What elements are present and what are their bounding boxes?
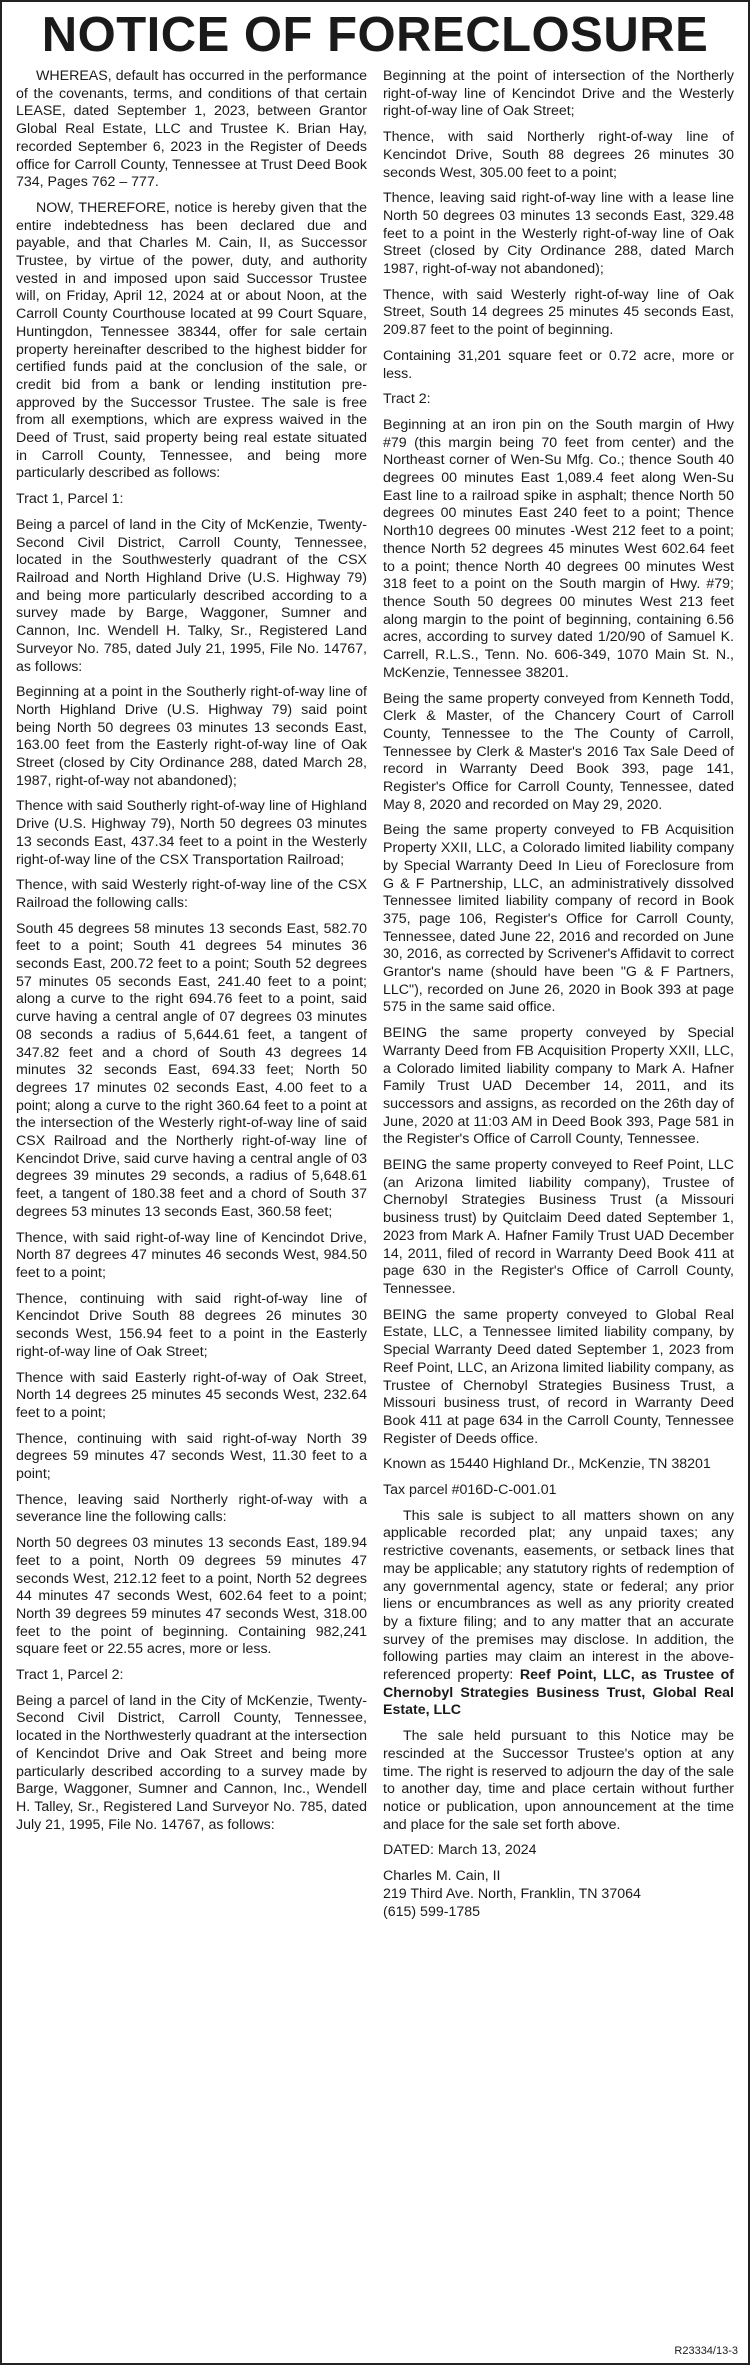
property-address: Known as 15440 Highland Dr., McKenzie, TN 38201 [383,1456,711,1473]
page-title: NOTICE OF FORECLOSURE [41,8,709,62]
interested-parties: Reef Point, LLC, as Trustee of Chernobyl Strategies Business Trust, Global Real Estate, LLC [383,1667,734,1719]
tax-parcel: Tax parcel #016D-C-001.01 [383,1482,557,1499]
signer-phone: (615) 599-1785 [383,1903,481,1920]
signer-address: 219 Third Ave. North, Franklin, TN 37064 [383,1885,641,1902]
columns [16,68,734,1921]
paragraph-whereas: WHEREAS, default has occurred in the performance of the covenants, terms, and conditions of that certain LEASE, dated September 1, 2023, between Grantor Global Real Estate, LLC and Trustee K. Brian Hay, recorded September 6, 2023 in the Register of Deeds office for Carroll County, Tennessee at Trust Deed Book 734, Pages 762 – 777. [16,68,367,191]
ad-id: R23334/13-3 [674,2345,738,2357]
paragraph-now-therefore: NOW, THEREFORE, notice is hereby given that the entire indebtedness has been declared due and payable, and that Charles M. Cain, II, as Successor Trustee, by virtue of the power, duty, and authority vested in and imposed upon said Successor Trustee will, on Friday, April 12, 2024 at or about Noon, at the Carroll County Courthouse located at 99 Court Square, Huntingdon, Tennessee 38344, offer for sale certain property hereinafter described to the highest bidder for certified funds paid at the conclusion of the sale, or credit bid from a bank or lending institution pre-approved by the Successor Trustee. The sale is free from all exemptions, which are express waived in the Deed of Trust, said property being real estate situated in Carroll County, Tennessee, and being more particularly described as follows: [16,199,367,482]
paragraph-parcel-1-call: Thence, with said Westerly right-of-way line of the CSX Railroad the following calls: [16,877,367,911]
dated-line: DATED: March 13, 2024 [383,1842,537,1859]
paragraph-chain-of-title: Being the same property conveyed from Kenneth Todd, Clerk & Master, of the Chancery Court of Carroll County, Tennessee to the The County of Carroll, Tennessee by Clerk & Master's 2016 Tax Sale Deed of record in Warranty Deed Book 393, page 141, Register's Office for Carroll County, Tennessee, dated May 8, 2020 and recorded on May 29, 2020. [383,690,734,813]
paragraph-parcel-2-call: Thence, leaving said right-of-way line with a lease line North 50 degrees 03 minutes 13 seconds East, 329.48 feet to a point in the Westerly right-of-way line of Oak Street (closed by City Ordinance 288, dated March 1987, right-of-way not abandoned); [383,190,734,278]
paragraph-chain-of-title: BEING the same property conveyed to Global Real Estate, LLC, a Tennessee limited liability company, by Special Warranty Deed dated September 1, 2023 from Reef Point, LLC, an Arizona limited liability company, as Trustee of Chernobyl Strategies Business Trust, a Missouri business trust, of record in Warranty Deed Book 411 at page 634 in the Carroll County, Tennessee Register of Deeds office. [383,1306,734,1447]
heading-tract-2: Tract 2: [383,391,431,408]
paragraph-chain-of-title: BEING the same property conveyed to Reef Point, LLC (an Arizona limited liability company), Trustee of Chernobyl Strategies Business Trust (a Missouri business trust) by Quitclaim Deed dated September 1, 2023 from Mark A. Hafner Family Trust UAD December 14, 2011, filed of record in Warranty Deed Book 411 at page 630 in the Register's Office of Carroll County, Tennessee. [383,1157,734,1297]
paragraph-parcel-1-call: South 45 degrees 58 minutes 13 seconds East, 582.70 feet to a point; South 41 degrees 54 minutes 36 seconds East, 200.72 feet to a point; South 52 degrees 57 minutes 05 seconds East, 241.40 feet to a point; along a curve to the right 694.76 feet to a point, said curve having a central angle of 07 degrees 03 minutes 08 seconds a radius of 5,644.61 feet, a tangent of 347.82 feet and a chord of South 43 degrees 14 minutes 32 seconds East, 694.33 feet; North 50 degrees 17 minutes 02 seconds East, 4.00 feet to a point; along a curve to the right 360.64 feet to a point at the intersection of the Westerly right-of-way line of said CSX Railroad and the Northerly right-of-way line of Kencindot Drive, said curve having a central angle of 03 degrees 39 minutes 29 seconds, a radius of 5,648.61 feet, a tangent of 180.38 feet and a chord of South 37 degrees 53 minutes 13 seconds East, 360.58 feet; [16,920,367,1220]
paragraph-chain-of-title: BEING the same property conveyed by Special Warranty Deed from FB Acquisition Property XXII, LLC, a Colorado limited liability company to Mark A. Hafner Family Trust UAD December 14, 2011, and its successors and assigns, as recorded on the 26th day of June, 2020 at 11:03 AM in Deed Book 393, Page 581 in the Register's Office of Carroll County, Tennessee. [383,1025,734,1148]
signer-name: Charles M. Cain, II [383,1868,501,1885]
paragraph-chain-of-title: Being the same property conveyed to FB Acquisition Property XXII, LLC, a Colorado limited liability company by Special Warranty Deed In Lieu of Foreclosure from G & F Partnership, LLC, an administratively dissolved Tennessee limited liability company of record in Book 375, page 106, Register's Office for Carroll County, Tennessee, dated June 22, 2016 and recorded on June 30, 2016, as corrected by Scrivener's Affidavit to correct Grantor's name (should have been "G & F Partners, LLC"), recorded on June 26, 2020 in Book 393 at page 575 in the same said office. [383,822,734,1016]
paragraph-parcel-1-call: Thence with said Easterly right-of-way of Oak Street, North 14 degrees 25 minutes 45 seconds West, 232.64 feet to a point; [16,1369,367,1421]
paragraph-parcel-2-description: Being a parcel of land in the City of McKenzie, Twenty-Second Civil District, Carroll County, Tennessee, located in the Northwesterly quadrant at the intersection of Kencindot Drive and Oak Street and being more particularly described according to a survey made by Barge, Waggoner, Sumner and Cannon, Inc., Wendell H. Talley, Sr., Registered Land Surveyor No. 785, dated July 21, 1995, File No. 14767, as follows: [16,1692,367,1833]
paragraph-parcel-1-description: Being a parcel of land in the City of McKenzie, Twenty-Second Civil District, Carroll County, Tennessee, located in the Southwesterly quadrant of the CSX Railroad and North Highland Drive (U.S. Highway 79) and being more particularly described according to a survey made by Barge, Waggoner, Sumner and Cannon, Inc. Wendell H. Talky, Sr., Registered Land Surveyor No. 785, dated July 21, 1995, File No. 14767, as follows: [16,516,367,675]
heading-tract-1-parcel-2: Tract 1, Parcel 2: [16,1667,124,1684]
paragraph-rescind: The sale held pursuant to this Notice may be rescinded at the Successor Trustee's option at any time. The right is reserved to adjourn the day of the sale to another day, time and place certain without further notice or publication, upon announcement at the time and place for the sale set forth above. [383,1728,734,1833]
paragraph-parcel-1-call: Thence, continuing with said right-of-way North 39 degrees 59 minutes 47 seconds West, 11.30 feet to a point; [16,1430,367,1483]
sale-subject-text: This sale is subject to all matters shown on any applicable recorded plat; any unpaid taxes; any restrictive covenants, easements, or setback lines that may be applicable; any statutory rights of redemption of any governmental agency, state or federal; any prior liens or encumbrances as well as any priority created by a fixture filing; and to any matter that an accurate survey of the premises may disclose. In addition, the following parties may claim an interest in the above-referenced property: [383,1507,734,1684]
heading-tract-1-parcel-1: Tract 1, Parcel 1: [16,491,124,508]
paragraph-parcel-1-closing: North 50 degrees 03 minutes 13 seconds East, 189.94 feet to a point, North 09 degrees 59 minutes 47 seconds West, 212.12 feet to a point, North 52 degrees 44 minutes 47 seconds West, 602.64 feet to a point; North 39 degrees 59 minutes 47 seconds West, 318.00 feet to the point of beginning. Containing 982,241 square feet or 22.55 acres, more or less. [16,1535,367,1658]
paragraph-parcel-1-call: Thence, continuing with said right-of-way line of Kencindot Drive South 88 degrees 26 minutes 30 seconds West, 156.94 feet to a point in the Easterly right-of-way line of Oak Street; [16,1290,367,1360]
paragraph-parcel-1-call: Thence, leaving said Northerly right-of-way with a severance line the following calls: [16,1491,367,1526]
left-column [16,68,367,1921]
paragraph-parcel-2-beginning: Beginning at the point of intersection of the Northerly right-of-way line of Kencindot Drive and the Westerly right-of-way line of Oak Street; [383,68,734,120]
paragraph-parcel-1-beginning: Beginning at a point in the Southerly right-of-way line of North Highland Drive (U.S. Highway 79) said point being North 50 degrees 03 minutes 13 seconds East, 163.00 feet from the Easterly right-of-way line of Oak Street (closed by City Ordinance 288, dated March 28, 1987, right-of-way not abandoned); [16,684,367,789]
paragraph-parcel-1-call: Thence with said Southerly right-of-way line of Highland Drive (U.S. Highway 79), North 50 degrees 03 minutes 13 seconds East, 437.34 feet to a point in the Westerly right-of-way line of the CSX Transportation Railroad; [16,798,367,868]
paragraph-parcel-2-area: Containing 31,201 square feet or 0.72 acre, more or less. [383,347,734,382]
paragraph-sale-subject-to [383,1508,734,1720]
paragraph-parcel-2-call: Thence, with said Northerly right-of-way line of Kencindot Drive, South 88 degrees 26 minutes 30 seconds West, 305.00 feet to a point; [383,129,734,181]
right-column [383,68,734,1921]
paragraph-tract-2-description: Beginning at an iron pin on the South margin of Hwy #79 (this margin being 70 feet from center) and the Northeast corner of Wen-Su Mfg. Co.; thence South 40 degrees 00 minutes East 1,089.4 feet along Wen-Su East line to a railroad spike in asphalt; thence North 50 degrees 00 minutes East 240 feet to a point; Thence North10 degrees 00 minutes -West 212 feet to a point; thence North 52 degrees 45 minutes West 602.64 feet to a point; thence North 40 degrees 00 minutes West 318 feet to a point on the South margin of Hwy. #79; thence South 50 degrees 00 minutes West 213 feet along margin to the point of beginning, containing 6.56 acres, according to survey dated 1/20/90 of Samuel K. Carrell, R.L.S., Tenn. No. 606-349, 1070 Main St. N., McKenzie, Tennessee 38201. [383,416,734,681]
paragraph-parcel-2-call: Thence, with said Westerly right-of-way line of Oak Street, South 14 degrees 25 minutes 45 seconds East, 209.87 feet to the point of beginning. [383,286,734,339]
paragraph-parcel-1-call: Thence, with said right-of-way line of Kencindot Drive, North 87 degrees 47 minutes 46 seconds West, 984.50 feet to a point; [16,1229,367,1281]
